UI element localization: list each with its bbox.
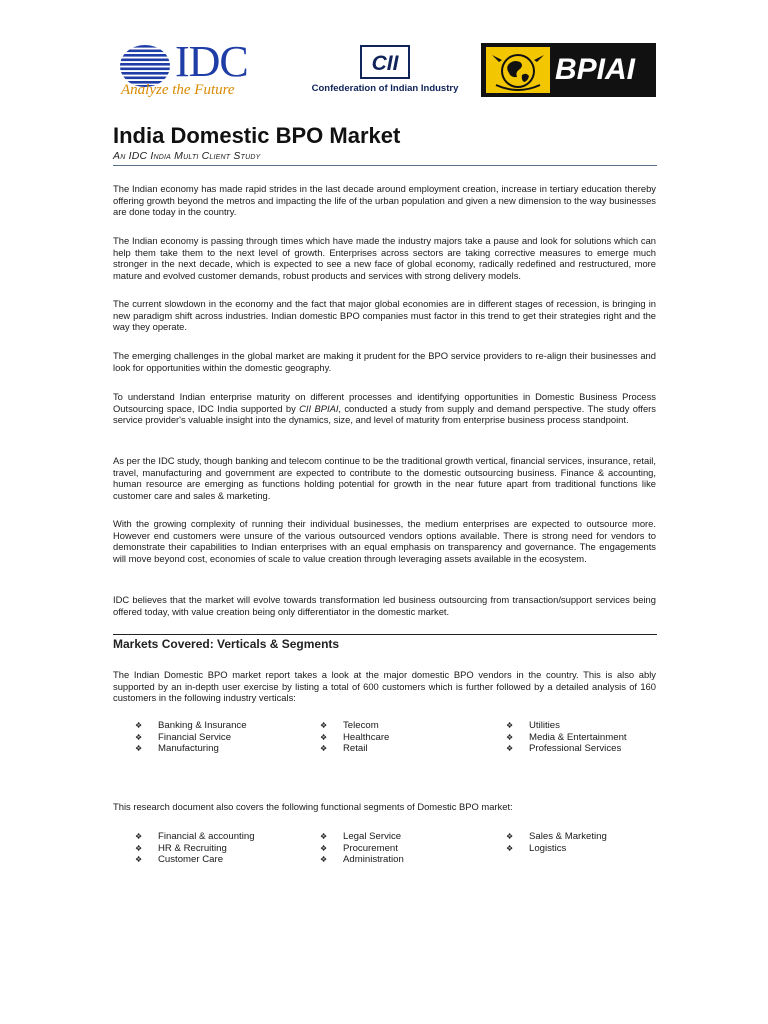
diamond-bullet-icon: ❖ <box>506 843 514 853</box>
verticals-list-col3 <box>506 720 627 755</box>
list-item: ❖ Media & Entertainment <box>506 731 627 743</box>
section-title: Markets Covered: Verticals & Segments <box>113 637 340 651</box>
paragraph-2: The Indian economy is passing through times which have made the industry majors take a pause and look for solutions which can help them take them to the next level of growth. Enterprises across sectors are taking corrective measures to emerge much stronger in the next decade, which is expected to see a new face of global economy, radically redefined and restructured, more mature and evolved customer demands, robust products and services with strong delivery models. <box>113 235 656 281</box>
paragraph-7: With the growing complexity of running their individual businesses, the medium enterprises are expected to outsource more. However end customers were unsure of the various outsourced vendors options available. There is strong need for vendors to demonstrate their capabilities to Indian enterprises with an equal emphasis on transparency and governance. The engagements will move beyond cost, economies of scale to value creation through leveraging assets available in the ecosystem. <box>113 518 656 564</box>
list-item: ❖ Manufacturing <box>135 743 219 755</box>
bpiai-logo <box>481 43 656 97</box>
page-title: India Domestic BPO Market <box>113 123 401 148</box>
diamond-bullet-icon: ❖ <box>320 832 328 841</box>
paragraph-10: This research document also covers the following functional segments of Domestic BPO market: <box>113 801 513 812</box>
diamond-bullet-icon: ❖ <box>320 744 328 754</box>
verticals-list-col2 <box>320 720 389 755</box>
cii-mark-text: CII <box>371 52 399 75</box>
idc-logo <box>119 37 259 100</box>
list-item: ❖ Customer Care <box>135 854 224 866</box>
diamond-bullet-icon: ❖ <box>135 744 143 754</box>
cii-logo <box>305 45 465 97</box>
diamond-bullet-icon: ❖ <box>320 855 328 865</box>
paragraph-6: As per the IDC study, though banking and telecom continue to be the traditional growth vertical, financial services, insurance, retail, travel, manufacturing and government are expected to contribute to the domestic outsourcing business. Finance & accounting, human resource are emerging as functions holding potential for growth in the near future apart from traditional functions like customer care and sales & marketing. <box>113 455 656 501</box>
paragraph-9: The Indian Domestic BPO market report takes a look at the major domestic BPO vendors in the country. This is also ably supported by an in-depth user exercise by listing a total of 600 customers which is further followed by a detailed analysis of 160 customers in the following industry verticals: <box>113 669 656 704</box>
diamond-bullet-icon: ❖ <box>320 721 328 730</box>
paragraph-8: IDC believes that the market will evolve towards transformation led business outsourcing from transaction/support services being offered today, with value creation being only differentiator in the domestic market. <box>113 594 656 617</box>
segments-list-col1 <box>135 831 255 866</box>
segments-list-col2 <box>320 831 404 866</box>
list-item: ❖ Logistics <box>506 842 567 854</box>
idc-tagline: Analyze the Future <box>121 82 235 98</box>
cii-mark-icon <box>360 45 410 79</box>
list-item: ❖ Financial & accounting <box>135 831 255 842</box>
list-item: ❖ Retail <box>320 743 368 755</box>
list-item: ❖ Legal Service <box>320 831 402 842</box>
paragraph-5-start: To understand Indian enterprise maturity on different processes and identifying opportunities in Domestic Business Process Outsourcing space, IDC India supported by <box>113 391 656 414</box>
diamond-bullet-icon: ❖ <box>506 732 514 742</box>
list-item: ❖ Healthcare <box>320 731 390 743</box>
diamond-bullet-icon: ❖ <box>135 732 143 742</box>
paragraph-5-end: , conducted a study from supply and demand perspective. The study offers service provider's valuable insight into the dynamics, size, and level of maturity from enterprise business process standpoint. <box>113 402 656 426</box>
diamond-bullet-icon: ❖ <box>506 832 514 841</box>
list-item: ❖ Administration <box>320 854 404 866</box>
diamond-bullet-icon: ❖ <box>320 732 328 742</box>
list-item: ❖ Banking & Insurance <box>135 720 247 731</box>
list-item: ❖ HR & Recruiting <box>135 842 227 854</box>
diamond-bullet-icon: ❖ <box>320 843 328 853</box>
diamond-bullet-icon: ❖ <box>135 843 143 853</box>
verticals-list-col1 <box>135 720 247 755</box>
paragraph-5 <box>113 391 656 426</box>
cii-name: Confederation of Indian Industry <box>311 83 459 94</box>
list-item: ❖ Procurement <box>320 842 398 854</box>
paragraph-4: The emerging challenges in the global market are making it prudent for the BPO service providers to re-align their businesses and look for opportunities within the domestic geography. <box>113 350 656 373</box>
list-item: ❖ Professional Services <box>506 743 622 755</box>
diamond-bullet-icon: ❖ <box>135 832 143 841</box>
diamond-bullet-icon: ❖ <box>135 721 143 730</box>
diamond-bullet-icon: ❖ <box>506 744 514 754</box>
paragraph-3: The current slowdown in the economy and the fact that major global economies are in different stages of recession, is bringing in new paradigm shift across industries. Indian domestic BPO companies must factor in this trend to get their strategies right and the way they operate. <box>113 298 656 333</box>
list-item: ❖ Utilities <box>506 720 560 731</box>
bpiai-globe-icon <box>486 47 550 93</box>
idc-wordmark: IDC <box>175 37 248 86</box>
paragraph-5-emphasis: CII BPIAI <box>299 402 339 414</box>
section-divider <box>113 634 657 635</box>
bpiai-wordmark: BPIAI <box>555 53 636 86</box>
list-item: ❖ Telecom <box>320 720 379 731</box>
diamond-bullet-icon: ❖ <box>135 855 143 865</box>
list-item: ❖ Financial Service <box>135 731 232 743</box>
page-subtitle: An IDC India Multi Client Study <box>113 150 261 162</box>
list-item: ❖ Sales & Marketing <box>506 831 607 842</box>
title-divider <box>113 165 657 166</box>
diamond-bullet-icon: ❖ <box>506 721 514 730</box>
segments-list-col3 <box>506 831 607 854</box>
paragraph-1: The Indian economy has made rapid strides in the last decade around employment creation, increase in tertiary education thereby offering growth beyond the metros and impacting the life of the urban population and given a new dimension to the way businesses are done today in the country. <box>113 183 656 218</box>
